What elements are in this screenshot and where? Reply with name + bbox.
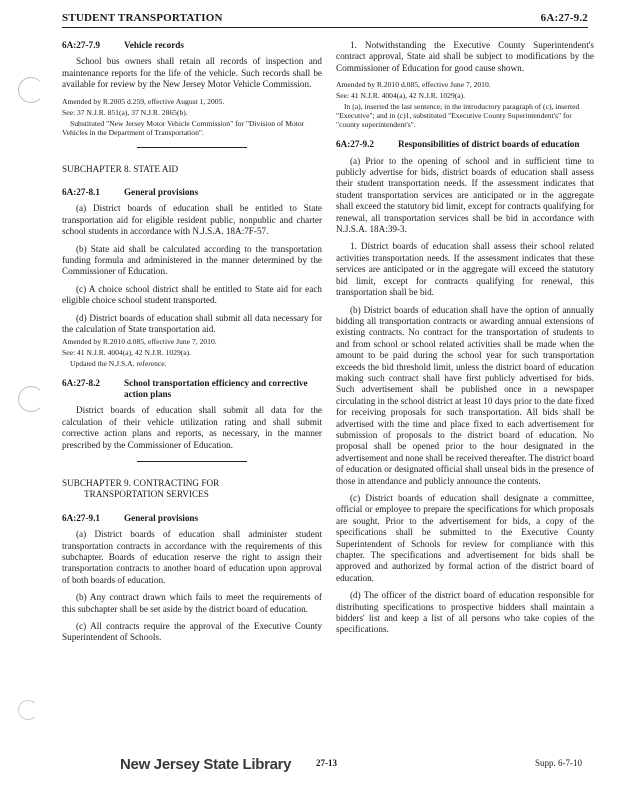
- paragraph: (d) District boards of education shall submit all data necessary for the calculation of State transportation aid.: [62, 312, 322, 335]
- subchapter-heading: [62, 478, 322, 501]
- history-note: See: 41 N.J.R. 4004(a), 42 N.J.R. 1029(a).: [336, 91, 466, 101]
- section-title: General provisions: [124, 187, 199, 198]
- punch-hole-mark: [18, 77, 44, 103]
- section-title: Responsibilities of district boards of education: [398, 139, 580, 150]
- paragraph: 1. Notwithstanding the Executive County Superintendent's contract approval, State aid shall be subject to modifications by the Commissioner of Education for good cause shown.: [336, 40, 594, 73]
- subchapter-heading-line: SUBCHAPTER 9. CONTRACTING FOR: [62, 477, 220, 488]
- section-number: 6A:27-7.9: [62, 40, 101, 50]
- history-note: Updated the N.J.S.A. reference.: [70, 358, 167, 368]
- paragraph: (a) District boards of education shall be entitled to State transportation aid for eligible resident public, nonpublic and charter school students in accordance with N.J.S.A. 18A:7F-57.: [62, 203, 322, 237]
- paragraph: (c) All contracts require the approval of the Executive County Superintendent of Schools.: [62, 621, 322, 643]
- right-column: [336, 40, 594, 642]
- section-title: Vehicle records: [124, 40, 184, 50]
- history-note: Amended by R.2005 d.259, effective August 1, 2005.: [62, 96, 225, 106]
- subchapter-heading-line: TRANSPORTATION SERVICES: [84, 489, 209, 500]
- subchapter-heading: SUBCHAPTER 8. STATE AID: [62, 163, 179, 174]
- paragraph: (a) District boards of education shall administer student transportation contracts in accordance with the requirements of this subchapter. Boards of education reserve the right to assign their transportation contracts to another board of education upon approval of both boards of education.: [62, 529, 322, 585]
- library-stamp: New Jersey State Library: [120, 756, 292, 773]
- section-heading: [62, 187, 322, 198]
- section-title: School transportation efficiency and corrective action plans: [124, 377, 308, 399]
- paragraph: School bus owners shall retain all records of inspection and maintenance reports for the life of the vehicle. Such records shall be available for review by the New Jersey Motor Vehicle Commission.: [62, 56, 322, 90]
- paragraph: (d) The officer of the district board of education responsible for distributing specifications to prospective bidders shall maintain a bidders' list and keep a list of all persons who take copies of the specifications.: [336, 590, 594, 635]
- history-note: In (a), inserted the last sentence; in the introductory paragraph of (c), inserted "Executive"; and in (c)1, substituted "Executive County Superintendent's" for "county superintendent's".: [336, 102, 580, 130]
- history-note: Amended by R.2010 d.085, effective June 7, 2010.: [336, 80, 491, 90]
- history-note: Amended by R.2010 d.085, effective June 7, 2010.: [62, 336, 217, 346]
- paragraph: (c) A choice school district shall be entitled to State aid for each eligible choice school student transported.: [62, 283, 322, 306]
- history-note: See: 41 N.J.R. 4004(a), 42 N.J.R. 1029(a).: [62, 347, 192, 357]
- running-header: [62, 12, 588, 28]
- section-number: 6A:27-9.1: [62, 512, 101, 523]
- section-heading: [62, 40, 322, 51]
- section-heading: [336, 139, 594, 150]
- punch-hole-mark: [18, 700, 38, 720]
- paragraph: (b) District boards of education shall have the option of annually bidding all transportation contracts or awarding annual extensions of existing contracts. No contract for the transportation of students to and from school or school related activities shall be made when the amount to be paid during the school year for such transportation exceeds the bid threshold limit, unless the district board of education making such contract shall have first publicly advertised for bids. Such advertisement shall be published once in a newspaper circulating in the school district at least 10 days prior to the date fixed for receiving proposals for such transportation. All bids shall be advertised with the time and place fixed to each advertisement for submission of proposals to the district board of education. No proposal shall be opened prior to the hour designated in the advertisement and none shall be received thereafter. The district board of education or designated official shall unseal bids in the presence of those in attendance and publicly announce the contents.: [336, 304, 594, 486]
- section-number: 6A:27-8.1: [62, 187, 101, 198]
- paragraph: (b) State aid shall be calculated according to the transportation funding formula and administered in the manner determined by the Commissioner of Education.: [62, 243, 322, 277]
- header-section: 6A:27-9.2: [540, 12, 588, 24]
- paragraph: (b) Any contract drawn which fails to meet the requirements of this subchapter shall be set aside by the district board of education.: [62, 592, 322, 614]
- section-number: 6A:27-9.2: [336, 139, 375, 150]
- supplement-date: Supp. 6-7-10: [535, 758, 582, 768]
- punch-hole-mark: [18, 386, 44, 412]
- paragraph: (a) Prior to the opening of school and in sufficient time to publicly advertise for bids, district boards of education shall assess their student transportation needs. If the assessment indicates that student transportation services are anticipated or in the aggregate shall exceed the statutory bid limit, except for contracts qualifying for renewal, all transportation services shall be bid in accordance with N.J.S.A. 18A:39-3.: [336, 155, 594, 235]
- history-note: Substituted "New Jersey Motor Vehicle Commission" for "Division of Motor Vehicles in the Department of Transportation".: [62, 118, 305, 137]
- paragraph: District boards of education shall submit all data for the calculation of their vehicle utilization rating and shall submit corrective action plans and reports, as necessary, in the manner prescribed by the Commissioner of Education.: [62, 405, 322, 450]
- history-note: See: 37 N.J.R. 851(a), 37 N.J.R. 2865(b).: [62, 107, 188, 117]
- section-heading: [62, 378, 322, 401]
- header-title: STUDENT TRANSPORTATION: [62, 12, 223, 24]
- page-number: 27-13: [316, 758, 337, 768]
- section-divider: [137, 461, 247, 462]
- section-heading: [62, 513, 322, 524]
- section-number: 6A:27-8.2: [62, 377, 101, 388]
- section-divider: [137, 147, 247, 148]
- paragraph: 1. District boards of education shall assess their school related activities transportation needs. If the assessment indicates that these services are anticipated or in the aggregate will exceed the statutory bid limit, except for contracts qualifying for renewal, this transportation shall be bid.: [336, 241, 594, 298]
- section-title: General provisions: [124, 512, 199, 523]
- left-column: [62, 40, 322, 650]
- paragraph: (c) District boards of education shall designate a committee, official or employee to prepare the specifications for which proposals are sought. Prior to the advertisement for bids, a copy of the specifications shall be submitted to the Executive County Superintendent of Schools for review for compliance with this chapter. The specifications and advertisement for bids shall be approved and authorized by formal action of the district board of education.: [336, 493, 594, 583]
